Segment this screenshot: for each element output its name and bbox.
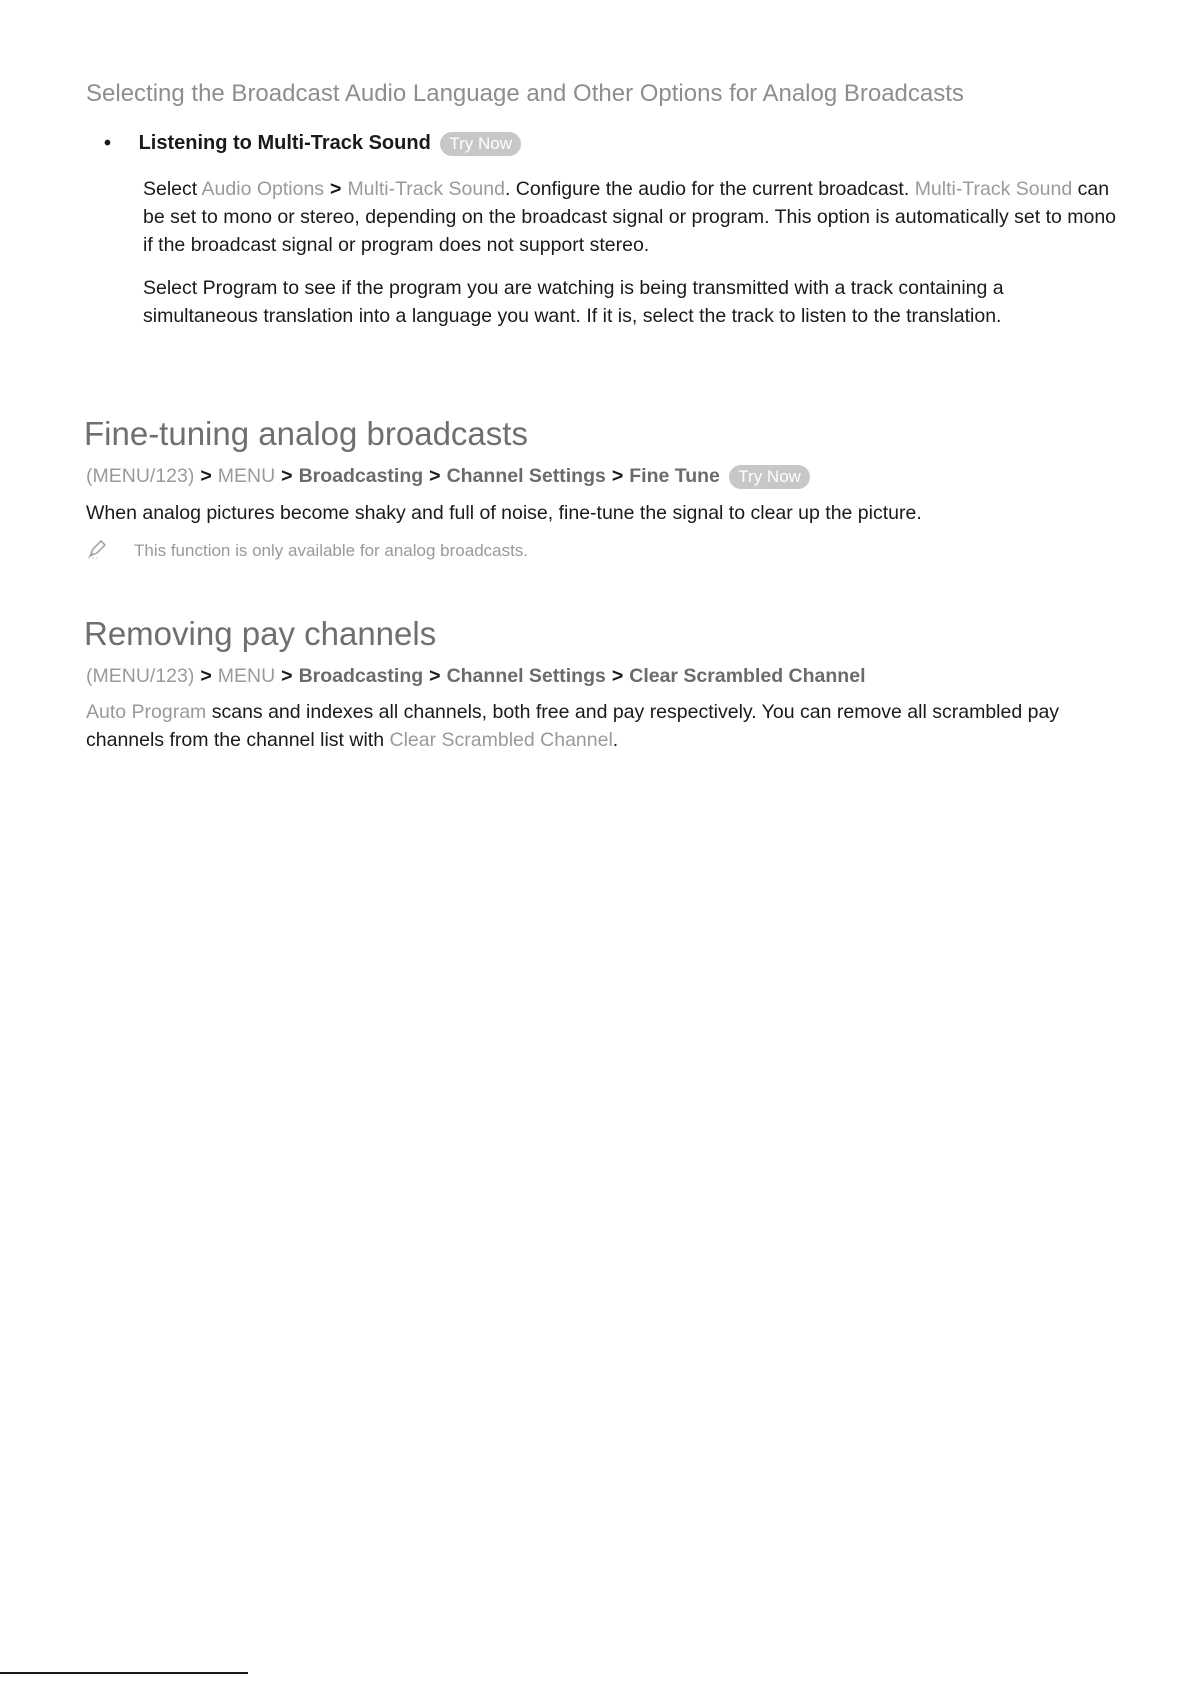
path-channel-settings: Channel Settings bbox=[446, 465, 606, 488]
pencil-note-icon bbox=[86, 538, 114, 565]
section-heading-audio-language: Selecting the Broadcast Audio Language and Other Options for Analog Broadcasts bbox=[86, 80, 964, 107]
try-now-button[interactable]: Try Now bbox=[729, 465, 810, 489]
pay-channels-description: Auto Program scans and indexes all channels, both free and pay respectively. You can remove all scrambled pay channels from the channel list with Clear Scrambled Channel. bbox=[86, 701, 1060, 751]
chapter-heading-pay-channels: Removing pay channels bbox=[84, 615, 437, 652]
path-menu: MENU bbox=[217, 665, 276, 687]
chapter-heading-fine-tuning: Fine-tuning analog broadcasts bbox=[84, 415, 528, 452]
menu-multi-track-sound-ref: Multi-Track Sound bbox=[914, 178, 1073, 200]
menu-path-fine-tune: (MENU/123) > MENU > Broadcasting > Channel Settings > Fine Tune Try Now bbox=[86, 465, 810, 489]
path-channel-settings: Channel Settings bbox=[446, 665, 606, 687]
menu-path-clear-scrambled: (MENU/123) > MENU > Broadcasting > Channel Settings > Clear Scrambled Channel bbox=[86, 665, 866, 687]
menu-multi-track-sound: Multi-Track Sound bbox=[347, 178, 505, 200]
path-menu: MENU bbox=[217, 465, 276, 488]
footer-rule bbox=[0, 1672, 248, 1674]
try-now-button[interactable]: Try Now bbox=[440, 132, 521, 156]
path-broadcasting: Broadcasting bbox=[298, 465, 424, 488]
note bbox=[86, 538, 528, 565]
path-fine-tune: Fine Tune bbox=[629, 465, 720, 488]
multi-track-description: Select Audio Options > Multi-Track Sound. Configure the audio for the current broadcast. Multi-Track Sound can be set to mono or stereo, depending on the broadcast signal or program. This option is automatically set to mono if the broadcast signal or program does not support stereo. bbox=[143, 178, 1117, 256]
note-text: This function is only available for analog broadcasts. bbox=[134, 540, 529, 560]
bullet-dot: • bbox=[104, 132, 112, 155]
path-menu123: (MENU/123) bbox=[86, 465, 195, 488]
path-menu123: (MENU/123) bbox=[86, 665, 195, 687]
program-description: Select Program to see if the program you are watching is being transmitted with a track containing a simultaneous translation into a language you want. If it is, select the track to listen to the translation. bbox=[143, 277, 1004, 327]
path-broadcasting: Broadcasting bbox=[298, 665, 424, 687]
path-clear-scrambled-channel: Clear Scrambled Channel bbox=[629, 665, 866, 687]
bullet-item-multi-track bbox=[104, 132, 513, 156]
path-separator: > bbox=[330, 178, 342, 200]
menu-auto-program: Auto Program bbox=[86, 701, 207, 723]
menu-clear-scrambled-channel: Clear Scrambled Channel bbox=[389, 729, 613, 751]
bullet-title: Listening to Multi-Track Sound bbox=[138, 132, 431, 155]
fine-tune-description: When analog pictures become shaky and full of noise, fine-tune the signal to clear up the picture. bbox=[86, 502, 922, 524]
menu-audio-options: Audio Options bbox=[201, 178, 325, 200]
